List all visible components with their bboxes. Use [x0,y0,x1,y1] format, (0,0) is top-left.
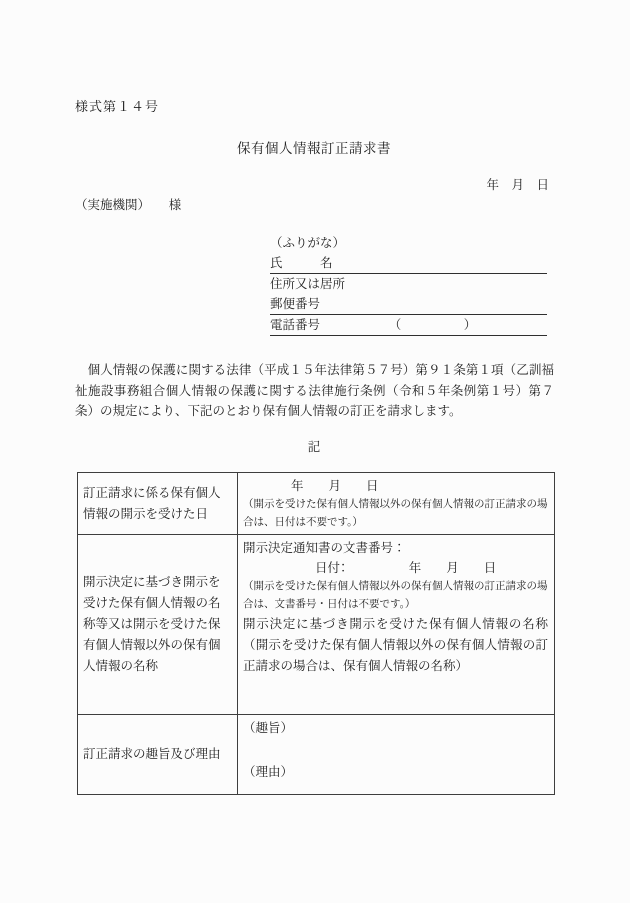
row1-date-blanks: 年 月 日 [291,479,379,493]
reason-label: （理由） [243,765,294,779]
table-row-disclosure-date [78,473,555,535]
row3-label: 訂正請求の趣旨及び理由 [78,715,238,795]
row3-value [238,715,555,795]
addressee-line: （実施機関） 様 [75,198,182,212]
row2-doc-number-line: 開示決定通知書の文書番号： [243,541,406,555]
postal-field-line: 郵便番号 [270,294,547,315]
row2-label: 開示決定に基づき開示を受けた保有個人情報の名称等又は開示を受けた保有個人情報以外の保有個人情報の名称 [78,535,238,715]
row2-name-description: 開示決定に基づき開示を受けた保有個人情報の名称（開示を受けた保有個人情報以外の保有個人情報の訂正請求の場合は、保有個人情報の名称） [243,617,548,673]
address-label: 住所又は居所 [270,277,346,291]
request-table [77,472,555,795]
page-title: 保有個人情報訂正請求書 [237,141,391,156]
row1-value [238,473,555,535]
header-date-blanks: 年 月 日 [486,178,549,192]
name-field-line: 氏 名 [270,253,547,274]
record-mark: 記 [307,440,321,454]
row2-value [238,535,555,715]
table-row-info-name [78,535,555,715]
form-number: 様式第１４号 [75,99,160,114]
legal-paragraph: 個人情報の保護に関する法律（平成１５年法律第５７号）第９１条第１項（乙訓福祉施設事務組合個人情報の保護に関する法律施行条例（令和５年条例第１号）第７条）の規定により、下記のとおり保有個人情報の訂正を請求します。 [75,363,554,418]
applicant-fields [270,233,547,336]
phone-field-line: 電話番号 （ ） [270,315,547,336]
row2-note: （開示を受けた保有個人情報以外の保有個人情報の訂正請求の場合は、文書番号・日付は不要です。） [243,581,548,610]
purport-label: （趣旨） [243,721,294,735]
row2-date-blanks: 日付： 年 月 日 [315,561,497,575]
row1-note: （開示を受けた保有個人情報以外の保有個人情報の訂正請求の場合は、日付は不要です。） [243,499,548,528]
furigana-label: （ふりがな） [270,236,346,250]
row1-label: 訂正請求に係る保有個人情報の開示を受けた日 [78,473,238,535]
table-row-purport-reason [78,715,555,795]
